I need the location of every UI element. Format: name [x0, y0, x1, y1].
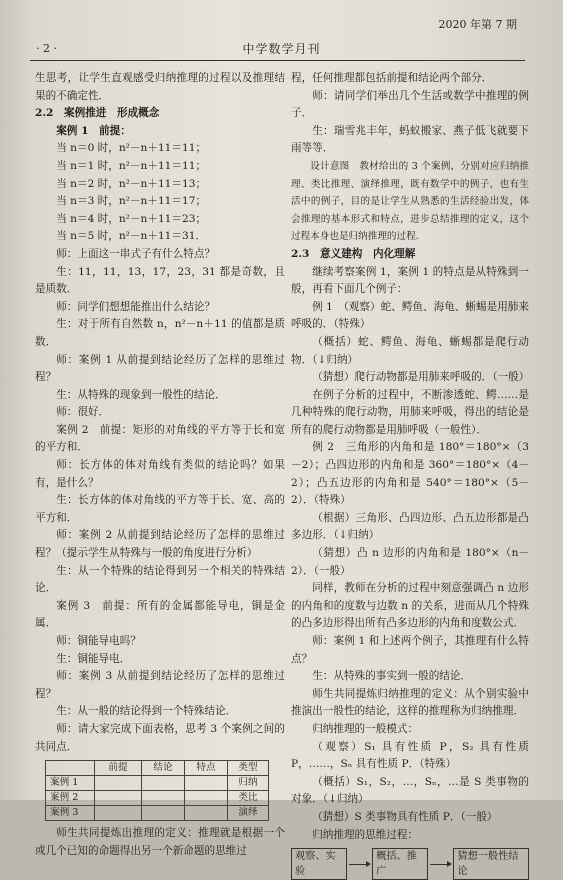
- table-cell: [95, 776, 142, 791]
- paragraph: 在例子分析的过程中，不断渗透蛇、鳄……是几种特殊的爬行动物，用肺来呼吸，得出的结论是所有的爬行动物都是用肺呼吸（一般性）．: [291, 388, 529, 436]
- table-cell: 类比: [228, 791, 269, 806]
- example-paragraph: 例 2 三角形的内角和是 180°＝180°×（3－2）；凸四边形的内角和是 360°＝180°×（4－2）；凸五边形的内角和是 540°＝180°×（5－2）．（特殊）: [291, 441, 529, 507]
- paragraph: （猜想）凸 n 边形的内角和是 180°×（n－2）．（一般）: [291, 547, 529, 577]
- dialogue-line: 师：同学们想想能推出什么结论？: [56, 300, 216, 313]
- formula-line: 当 n＝5 时，n²－n＋11＝31．: [56, 230, 207, 243]
- case-paragraph: 案例 3 前提：所有的金属都能导电，铜是金属．: [35, 599, 285, 630]
- dialogue-line: 师：请大家完成下面表格，思考 3 个案例之间的共同点．: [35, 722, 285, 753]
- dialogue-line: 师：案例 1 和上述两个例子，其推理有什么特点？: [291, 635, 529, 665]
- case-table: [45, 760, 269, 821]
- table-cell: [142, 806, 185, 821]
- flow-box-generalize: 概括、推广: [372, 848, 428, 880]
- table-row: [46, 776, 269, 791]
- table-cell: 案例 3: [46, 806, 95, 821]
- table-cell: [185, 791, 228, 806]
- paragraph: 继续考察案例 1，案例 1 的特点是从特殊到一般，再看下面几个例子：: [291, 265, 529, 296]
- dialogue-line: 生：铜能导电．: [56, 652, 131, 665]
- table-row: [46, 791, 269, 806]
- table-header-cell: 前提: [95, 761, 142, 776]
- section-heading: 2.2 案例推进 形成概念: [35, 107, 160, 120]
- flow-box-conjecture: 猜想一般性结论: [453, 848, 529, 880]
- table-cell: [185, 806, 228, 821]
- formula-line: 当 n＝1 时，n²－n＋11＝11；: [56, 159, 207, 172]
- table-header-cell: 类型: [228, 761, 269, 776]
- journal-title: 中学数学月刊: [242, 42, 321, 56]
- dialogue-line: 生：从特殊的现象到一般性的结论．: [56, 388, 226, 401]
- table-header-cell: 特点: [185, 761, 228, 776]
- paragraph: （猜想）爬行动物都是用肺来呼吸的．（一般）: [312, 371, 530, 384]
- table-cell: [142, 776, 185, 791]
- table-cell: 案例 1: [46, 776, 95, 791]
- dialogue-line: 师：案例 2 从前提到结论经历了怎样的思维过程？（提示学生从特殊与一般的角度进行分析）: [35, 529, 285, 560]
- table-header-cell: 结论: [142, 761, 185, 776]
- formula-line: 当 n＝2 时，n²－n＋11＝13；: [56, 177, 207, 190]
- table-cell: 案例 2: [46, 791, 95, 806]
- dialogue-line: 生：长方体的体对角线的平方等于长、宽、高的平方和．: [35, 494, 285, 524]
- paragraph: 师生共同提炼出推理的定义：推理就是根据一个或几个已知的命题得出另一个新命题的思维过: [35, 827, 285, 857]
- paragraph: 同样，教师在分析的过程中刻意强调凸 n 边形的内角和的度数与边数 n 的关系，进而从几个特殊的凸多边形得出所有凸多边形的内角和度数公式．: [291, 582, 529, 630]
- case-paragraph: 案例 2 前提：矩形的对角线的平方等于长和宽的平方和．: [35, 423, 285, 454]
- design-intent-paragraph: 设计意图 教材给出的 3 个案例，分别对应归纳推理、类比推理、演绎推理，既有数学中的例子，也有生活中的例子，目的是让学生从熟悉的生活经验出发，体会推理的基本形式和特点，进步总结推理的定义，这个过程本身也是归纳推理的过程．: [291, 160, 529, 243]
- paragraph: （概括）S₁，S₂，…，Sₙ，…是 S 类事物的对象．（↓归纳）: [291, 775, 529, 806]
- section-heading: 2.3 意义建构 内化理解: [291, 247, 416, 260]
- dialogue-line: 师：很好．: [56, 406, 110, 419]
- paragraph: 师生共同提炼归纳推理的定义：从个别实验中推演出一般性的结论，这样的推理称为归纳推理．: [291, 687, 529, 718]
- flow-arrow-icon: [349, 864, 370, 865]
- issue-label: 2020 年第 7 期: [438, 18, 517, 31]
- dialogue-line: 师：铜能导电吗？: [56, 635, 141, 647]
- paragraph: （概括）蛇、鳄鱼、海龟、蜥蜴都是爬行动物．（↓归纳）: [291, 335, 529, 366]
- thinking-process-flow: [291, 848, 529, 880]
- dialogue-line: 师：案例 3 从前提到结论经历了怎样的思维过程？: [35, 670, 285, 700]
- formula-line: 当 n＝3 时，n²－n＋11＝17；: [56, 195, 207, 208]
- dialogue-line: 师：长方体的体对角线有类似的结论吗？如果有，是什么？: [35, 459, 285, 489]
- table-header-row: [46, 761, 269, 776]
- flow-box-observe: 观察、实验: [291, 848, 347, 880]
- dialogue-line: 生：瑞雪兆丰年，蚂蚁搬家、燕子低飞就要下雨等等．: [291, 124, 529, 155]
- table-cell: [95, 791, 142, 806]
- left-column: [35, 70, 285, 860]
- table-row: [46, 806, 269, 821]
- page-number: · 2 ·: [36, 42, 57, 55]
- formula-line: 当 n＝0 时，n²－n＋11＝11；: [56, 142, 207, 155]
- paragraph: 归纳推理的一般模式：: [312, 722, 419, 735]
- paragraph: （根据）三角形、凸四边形、凸五边形都是凸多边形．（↓归纳）: [291, 511, 529, 542]
- example-paragraph: 例 1 （观察）蛇、鳄鱼、海龟、蜥蜴是用肺来呼吸的．（特殊）: [291, 300, 529, 331]
- case-heading: 案例 1 前提：: [56, 124, 131, 137]
- formula-line: 当 n＝4 时，n²－n＋11＝23；: [56, 212, 207, 225]
- dialogue-line: 生：对于所有自然数 n，n²－n＋11 的值都是质数．: [35, 318, 285, 348]
- flow-arrow-icon: [430, 864, 451, 865]
- dialogue-line: 生：从一般的结论得到一个特殊结论．: [56, 705, 237, 718]
- paragraph: （猜想）S 类事物具有性质 P．（一般）: [312, 810, 498, 823]
- table-cell: 归纳: [228, 776, 269, 791]
- header-rule: [30, 60, 525, 61]
- dialogue-line: 师：请同学们举出几个生活或数学中推理的例子．: [291, 89, 529, 120]
- table-cell: [95, 806, 142, 821]
- table-header-cell: [46, 761, 95, 776]
- table-cell: [142, 791, 185, 806]
- dialogue-line: 师：案例 1 从前提到结论经历了怎样的思维过程？: [35, 353, 285, 384]
- dialogue-line: 师：上面这一串式子有什么特点？: [56, 247, 216, 260]
- table-cell: [185, 776, 228, 791]
- paragraph: （观察）S₁ 具有性质 P，S₂ 具有性质 P，……，Sₙ 具有性质 P．（特殊）: [291, 740, 529, 771]
- paragraph: 程，任何推理都包括前提和结论两个部分．: [291, 72, 493, 84]
- paragraph: 生思考，让学生直观感受归纳推理的过程以及推理结果的不确定性．: [35, 72, 285, 102]
- paragraph: 归纳推理的思维过程：: [312, 828, 419, 841]
- table-cell: 演绎: [228, 806, 269, 821]
- dialogue-line: 生：从特殊的事实到一般的结论．: [312, 670, 472, 683]
- dialogue-line: 生：11，11，13，17，23，31 都是奇数，且是质数．: [35, 265, 285, 296]
- dialogue-line: 生：从一个特殊的结论得到另一个相关的特殊结论．: [35, 564, 285, 595]
- right-column: [291, 70, 529, 880]
